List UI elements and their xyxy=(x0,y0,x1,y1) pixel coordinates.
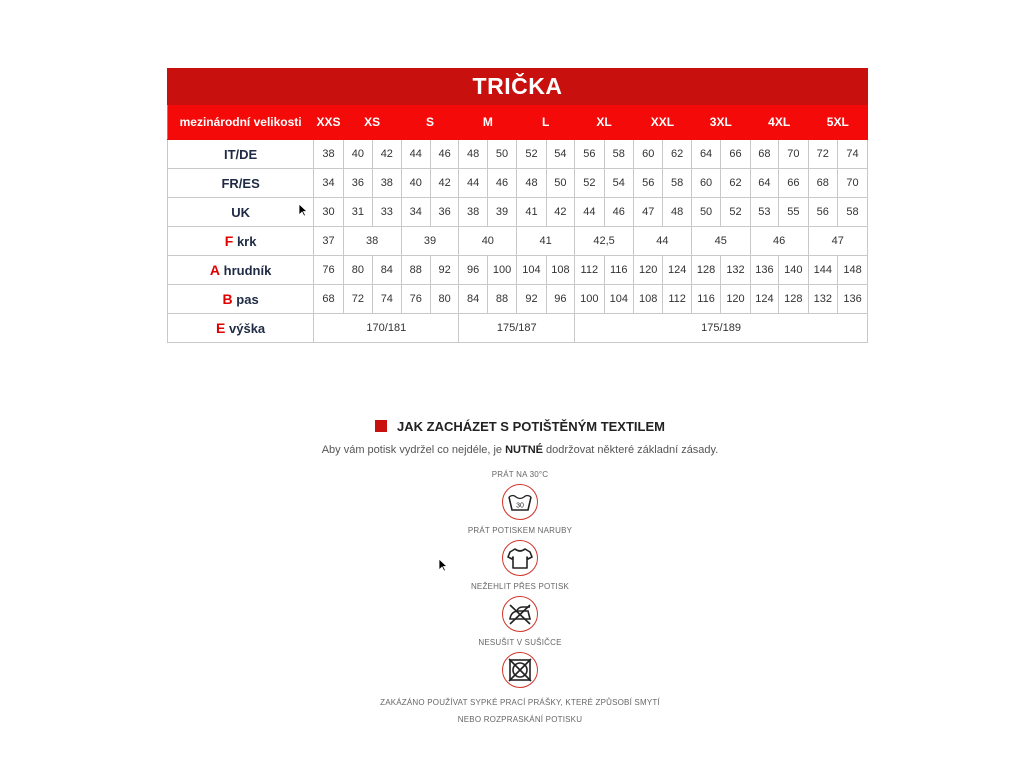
table-cell: 36 xyxy=(430,198,458,227)
care-label: PRÁT POTISKEM NARUBY xyxy=(467,526,573,535)
table-cell: 54 xyxy=(546,140,574,169)
table-cell: 76 xyxy=(401,285,430,314)
table-cell: 62 xyxy=(663,140,691,169)
care-label: PRÁT NA 30°C xyxy=(491,470,549,479)
table-cell: 124 xyxy=(750,285,778,314)
size-xl: XL xyxy=(575,105,634,140)
table-cell: 41 xyxy=(517,227,575,256)
table-cell: 80 xyxy=(430,285,458,314)
table-cell: 108 xyxy=(633,285,662,314)
table-cell: 31 xyxy=(343,198,372,227)
row-vyska xyxy=(168,314,868,343)
table-cell: 36 xyxy=(343,169,372,198)
table-cell: 47 xyxy=(633,198,662,227)
care-instructions xyxy=(300,412,740,728)
table-cell: 170/181 xyxy=(314,314,459,343)
table-cell: 46 xyxy=(430,140,458,169)
table-cell: 56 xyxy=(575,140,604,169)
table-cell: 33 xyxy=(373,198,401,227)
table-cell: 56 xyxy=(808,198,837,227)
row-label-text: hrudník xyxy=(223,263,272,278)
table-cell: 175/189 xyxy=(575,314,868,343)
row-label: UK xyxy=(168,198,314,227)
size-xxl: XXL xyxy=(633,105,691,140)
size-m: M xyxy=(459,105,517,140)
table-cell: 128 xyxy=(691,256,720,285)
table-cell: 116 xyxy=(604,256,633,285)
table-cell: 64 xyxy=(691,140,720,169)
row-itde xyxy=(168,140,868,169)
table-cell: 100 xyxy=(487,256,516,285)
row-label xyxy=(168,256,314,285)
table-cell: 30 xyxy=(314,198,343,227)
care-title xyxy=(300,412,740,440)
table-cell: 148 xyxy=(838,256,868,285)
size-5xl: 5XL xyxy=(808,105,867,140)
row-krk xyxy=(168,227,868,256)
table-cell: 66 xyxy=(721,140,750,169)
table-cell: 42 xyxy=(546,198,574,227)
care-title-text: JAK ZACHÁZET S POTIŠTĚNÝM TEXTILEM xyxy=(397,418,665,434)
table-cell: 88 xyxy=(401,256,430,285)
care-label: NESUŠIT V SUŠIČCE xyxy=(478,638,562,647)
table-cell: 58 xyxy=(663,169,691,198)
table-cell: 45 xyxy=(691,227,750,256)
table-cell: 46 xyxy=(604,198,633,227)
table-cell: 140 xyxy=(779,256,808,285)
table-cell: 74 xyxy=(373,285,401,314)
care-label: ZAKÁZÁNO POUŽÍVAT SYPKÉ PRACÍ PRÁŠKY, KTERÉ ZPŮSOBÍ SMYTÍ NEBO ROZPRASKÁNÍ POTISKU xyxy=(380,698,660,724)
table-cell: 52 xyxy=(721,198,750,227)
table-cell: 52 xyxy=(517,140,546,169)
table-cell: 84 xyxy=(459,285,487,314)
table-cell: 48 xyxy=(663,198,691,227)
table-cell: 48 xyxy=(459,140,487,169)
table-cell: 42 xyxy=(373,140,401,169)
table-cell: 50 xyxy=(487,140,516,169)
size-xxs: XXS xyxy=(314,105,343,140)
table-title: TRIČKA xyxy=(168,69,868,105)
table-cell: 52 xyxy=(575,169,604,198)
row-fres xyxy=(168,169,868,198)
table-cell: 40 xyxy=(401,169,430,198)
table-cell: 44 xyxy=(459,169,487,198)
table-cell: 144 xyxy=(808,256,837,285)
table-cell: 74 xyxy=(838,140,868,169)
table-cell: 96 xyxy=(459,256,487,285)
table-cell: 80 xyxy=(343,256,372,285)
table-cell: 72 xyxy=(808,140,837,169)
wash-30-icon xyxy=(502,484,538,520)
table-cell: 53 xyxy=(750,198,778,227)
table-cell: 46 xyxy=(487,169,516,198)
subtitle-bold: NUTNÉ xyxy=(505,444,543,456)
table-cell: 39 xyxy=(487,198,516,227)
subtitle-pre: Aby vám potisk vydržel co nejdéle, je xyxy=(321,444,506,456)
row-label xyxy=(168,314,314,343)
table-cell: 88 xyxy=(487,285,516,314)
table-cell: 112 xyxy=(575,256,604,285)
table-cell: 100 xyxy=(575,285,604,314)
row-letter: B xyxy=(222,291,233,307)
row-label: IT/DE xyxy=(168,140,314,169)
mouse-cursor-icon xyxy=(298,203,308,217)
row-label xyxy=(168,285,314,314)
table-cell: 72 xyxy=(343,285,372,314)
size-4xl: 4XL xyxy=(750,105,808,140)
header-label: mezinárodní velikosti xyxy=(168,105,314,140)
care-subtitle xyxy=(300,444,740,456)
table-cell: 68 xyxy=(314,285,343,314)
table-cell: 96 xyxy=(546,285,574,314)
table-cell: 37 xyxy=(314,227,343,256)
row-label-text: krk xyxy=(236,234,257,249)
tshirt-icon xyxy=(502,540,538,576)
table-cell: 175/187 xyxy=(459,314,575,343)
subtitle-post: dodržovat některé základní zásady. xyxy=(543,444,719,456)
table-cell: 60 xyxy=(691,169,720,198)
table-cell: 34 xyxy=(401,198,430,227)
table-cell: 48 xyxy=(517,169,546,198)
table-cell: 120 xyxy=(633,256,662,285)
table-cell: 38 xyxy=(459,198,487,227)
row-label-text: výška xyxy=(229,321,266,336)
table-cell: 44 xyxy=(633,227,691,256)
svg-text:30: 30 xyxy=(516,502,524,510)
table-cell: 46 xyxy=(750,227,808,256)
size-table xyxy=(167,68,868,343)
row-letter: F xyxy=(224,233,234,249)
table-cell: 55 xyxy=(779,198,808,227)
table-cell: 70 xyxy=(838,169,868,198)
table-cell: 104 xyxy=(604,285,633,314)
mouse-cursor-icon xyxy=(438,558,448,572)
table-cell: 128 xyxy=(779,285,808,314)
row-pas xyxy=(168,285,868,314)
row-label-text: pas xyxy=(236,292,259,307)
table-cell: 41 xyxy=(517,198,546,227)
table-cell: 54 xyxy=(604,169,633,198)
table-cell: 84 xyxy=(373,256,401,285)
size-l: L xyxy=(517,105,575,140)
table-cell: 34 xyxy=(314,169,343,198)
table-cell: 39 xyxy=(401,227,459,256)
row-hrudnik xyxy=(168,256,868,285)
size-s: S xyxy=(401,105,459,140)
size-header-row xyxy=(168,105,868,140)
table-cell: 66 xyxy=(779,169,808,198)
table-cell: 42 xyxy=(430,169,458,198)
table-cell: 38 xyxy=(343,227,401,256)
row-letter: A xyxy=(209,262,221,278)
table-cell: 64 xyxy=(750,169,778,198)
table-cell: 70 xyxy=(779,140,808,169)
table-cell: 104 xyxy=(517,256,546,285)
row-uk xyxy=(168,198,868,227)
row-letter: E xyxy=(216,320,226,336)
table-cell: 56 xyxy=(633,169,662,198)
table-cell: 136 xyxy=(750,256,778,285)
care-label: NEŽEHLIT PŘES POTISK xyxy=(470,582,570,591)
table-cell: 62 xyxy=(721,169,750,198)
table-cell: 76 xyxy=(314,256,343,285)
table-cell: 58 xyxy=(604,140,633,169)
table-cell: 44 xyxy=(575,198,604,227)
table-cell: 120 xyxy=(721,285,750,314)
table-cell: 136 xyxy=(838,285,868,314)
table-cell: 132 xyxy=(721,256,750,285)
table-cell: 58 xyxy=(838,198,868,227)
no-iron-icon xyxy=(502,596,538,632)
table-cell: 40 xyxy=(343,140,372,169)
table-cell: 47 xyxy=(808,227,867,256)
red-square-icon xyxy=(375,420,387,432)
table-cell: 132 xyxy=(808,285,837,314)
table-cell: 124 xyxy=(663,256,691,285)
no-tumble-dry-icon xyxy=(502,652,538,688)
table-cell: 112 xyxy=(663,285,691,314)
table-cell: 44 xyxy=(401,140,430,169)
table-cell: 68 xyxy=(808,169,837,198)
table-cell: 108 xyxy=(546,256,574,285)
table-cell: 92 xyxy=(517,285,546,314)
table-cell: 92 xyxy=(430,256,458,285)
row-label xyxy=(168,227,314,256)
size-3xl: 3XL xyxy=(691,105,750,140)
table-cell: 50 xyxy=(691,198,720,227)
table-cell: 116 xyxy=(691,285,720,314)
table-cell: 40 xyxy=(459,227,517,256)
table-cell: 38 xyxy=(314,140,343,169)
table-cell: 60 xyxy=(633,140,662,169)
table-cell: 68 xyxy=(750,140,778,169)
size-xs: XS xyxy=(343,105,401,140)
table-cell: 38 xyxy=(373,169,401,198)
table-cell: 42,5 xyxy=(575,227,634,256)
table-cell: 50 xyxy=(546,169,574,198)
care-list xyxy=(300,470,740,728)
row-label: FR/ES xyxy=(168,169,314,198)
